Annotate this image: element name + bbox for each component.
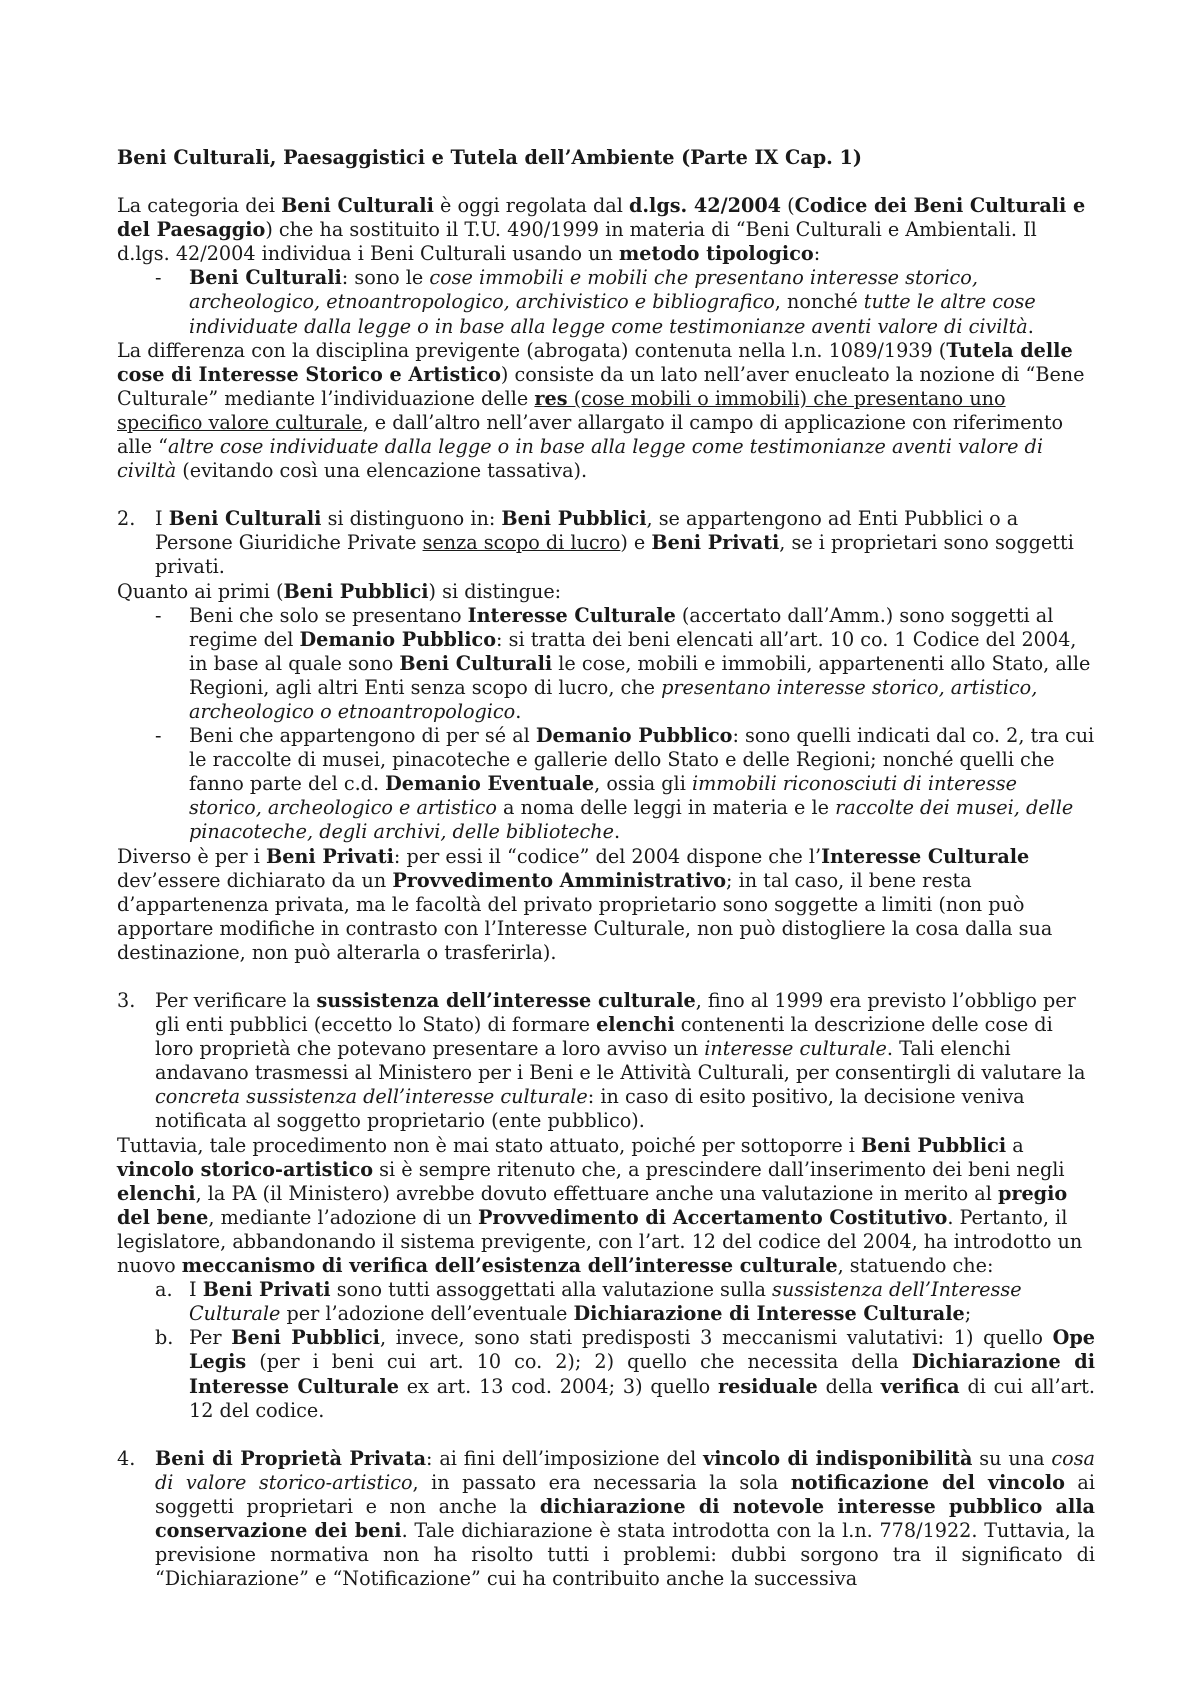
item-marker: 3.	[117, 989, 136, 1012]
bullet-marker: -	[155, 724, 162, 748]
bullet-demanio-pubblico: - Beni che appartengono di per sé al Demanio Pubblico: sono quelli indicati dal co. 2, tra cui le raccolte di musei, pinacoteche e gallerie dello Stato e delle Regioni; nonché quelli che fanno parte del c.d. Demanio Eventuale, ossia gli immobili riconosciuti di interesse storico, archeologico e artistico a noma delle leggi in materia e le raccolte dei musei, delle pinacoteche, degli archivi, delle biblioteche.	[155, 724, 1095, 844]
item-b-paragraph: b. Per Beni Pubblici, invece, sono stati predisposti 3 meccanismi valutativi: 1) quello Ope Legis (per i beni cui art. 10 co. 2); 2) quello che necessita della Dichiarazione di Interesse Culturale ex art. 13 cod. 2004; 3) quello residuale della verifica di cui all’art. 12 del codice.	[155, 1326, 1095, 1422]
intro-paragraph: La categoria dei Beni Culturali è oggi regolata dal d.lgs. 42/2004 (Codice dei Beni Culturali e del Paesaggio) che ha sostituito il T.U. 490/1999 in materia di “Beni Culturali e Ambientali. Il d.lgs. 42/2004 individua i Beni Culturali usando un metodo tipologico:	[117, 194, 1086, 266]
item-marker: b.	[155, 1326, 174, 1350]
tuttavia-paragraph: Tuttavia, tale procedimento non è mai stato attuato, poiché per sottoporre i Beni Pubblici a vincolo storico-artistico si è sempre ritenuto che, a prescindere dall’inserimento dei beni negli elenchi, la PA (il Ministero) avrebbe dovuto effettuare anche una valutazione in merito al pregio del bene, mediante l’adozione di un Provvedimento di Accertamento Costitutivo. Pertanto, il legislatore, abbandonando il sistema previgente, con l’art. 12 del codice del 2004, ha introdotto un nuovo meccanismo di verifica dell’esistenza dell’interesse culturale, statuendo che:	[117, 1133, 1083, 1278]
item-a-paragraph: a. I Beni Privati sono tutti assoggettati alla valutazione sulla sussistenza dell’Interesse Culturale per l’adozione dell’eventuale Dichiarazione di Interesse Culturale;	[155, 1278, 1022, 1326]
item-marker: 2.	[117, 507, 136, 531]
document-body	[117, 146, 1095, 1591]
differenza-paragraph: La differenza con la disciplina previgente (abrogata) contenuta nella l.n. 1089/1939 (Tutela delle cose di Interesse Storico e Artistico) consiste da un lato nell’aver enucleato la nozione di “Bene Culturale” mediante l’individuazione delle res (cose mobili o immobili) che presentano uno specifico valore culturale, e dall’altro nell’aver allargato il campo di applicazione con riferimento alle “altre cose individuate dalla legge o in base alla legge come testimonianze aventi valore di civiltà (evitando così una elencazione tassativa).	[117, 338, 1085, 483]
bullet-beni-culturali: - Beni Culturali: sono le cose immobili e mobili che presentano interesse storico, archeologico, etnoantropologico, archivistico e bibliografico, nonché tutte le altre cose individuate dalla legge o in base alla legge come testimonianze aventi valore di civiltà.	[155, 266, 1036, 338]
beni-pubblici-intro: Quanto ai primi (Beni Pubblici) si distingue:	[117, 579, 562, 603]
beni-privati-paragraph: Diverso è per i Beni Privati: per essi il “codice” del 2004 dispone che l’Interesse Culturale dev’essere dichiarato da un Provvedimento Amministrativo; in tal caso, il bene resta d’appartenenza privata, ma le facoltà del privato proprietario sono soggette a limiti (non può apportare modifiche in contrasto con l’Interesse Culturale, non può distogliere la cosa dalla sua destinazione, non può alterarla o trasferirla).	[117, 844, 1053, 964]
bullet-marker: -	[155, 266, 162, 290]
item-3-paragraph: 3. Per verificare la sussistenza dell’interesse culturale, fino al 1999 era previsto l’obbligo per gli enti pubblici (eccetto lo Stato) di formare elenchi contenenti la descrizione delle cose di loro proprietà che potevano presentare a loro avviso un interesse culturale. Tali elenchi andavano trasmessi al Ministero per i Beni e le Attività Culturali, per consentirgli di valutare la concreta sussistenza dell’interesse culturale: in caso di esito positivo, la decisione veniva notificata al soggetto proprietario (ente pubblico).	[117, 989, 1086, 1133]
item-marker: 4.	[117, 1446, 136, 1470]
item-4-paragraph: 4. Beni di Proprietà Privata: ai fini dell’imposizione del vincolo di indisponibilità su una cosa di valore storico-artistico, in passato era necessaria la sola notificazione del vincolo ai soggetti proprietari e non anche la dichiarazione di notevole interesse pubblico alla conservazione dei beni. Tale dichiarazione è stata introdotta con la l.n. 778/1922. Tuttavia, la previsione normativa non ha risolto tutti i problemi: dubbi sorgono tra il significato di “Dichiarazione” e “Notificazione” cui ha contribuito anche la successiva	[117, 1446, 1095, 1591]
bullet-interesse-culturale: - Beni che solo se presentano Interesse Culturale (accertato dall’Amm.) sono soggetti al regime del Demanio Pubblico: si tratta dei beni elencati all’art. 10 co. 1 Codice del 2004, in base al quale sono Beni Culturali le cose, mobili e immobili, appartenenti allo Stato, alle Regioni, agli altri Enti senza scopo di lucro, che presentano interesse storico, artistico, archeologico o etnoantropologico.	[155, 603, 1091, 723]
bullet-marker: -	[155, 603, 162, 627]
item-2-paragraph: 2. I Beni Culturali si distinguono in: Beni Pubblici, se appartengono ad Enti Pubblici o a Persone Giuridiche Private senza scopo di lucro) e Beni Privati, se i proprietari sono soggetti privati.	[117, 507, 1074, 579]
document-title: Beni Culturali, Paesaggistici e Tutela dell’Ambiente (Parte IX Cap. 1)	[117, 146, 862, 169]
item-marker: a.	[155, 1278, 173, 1302]
